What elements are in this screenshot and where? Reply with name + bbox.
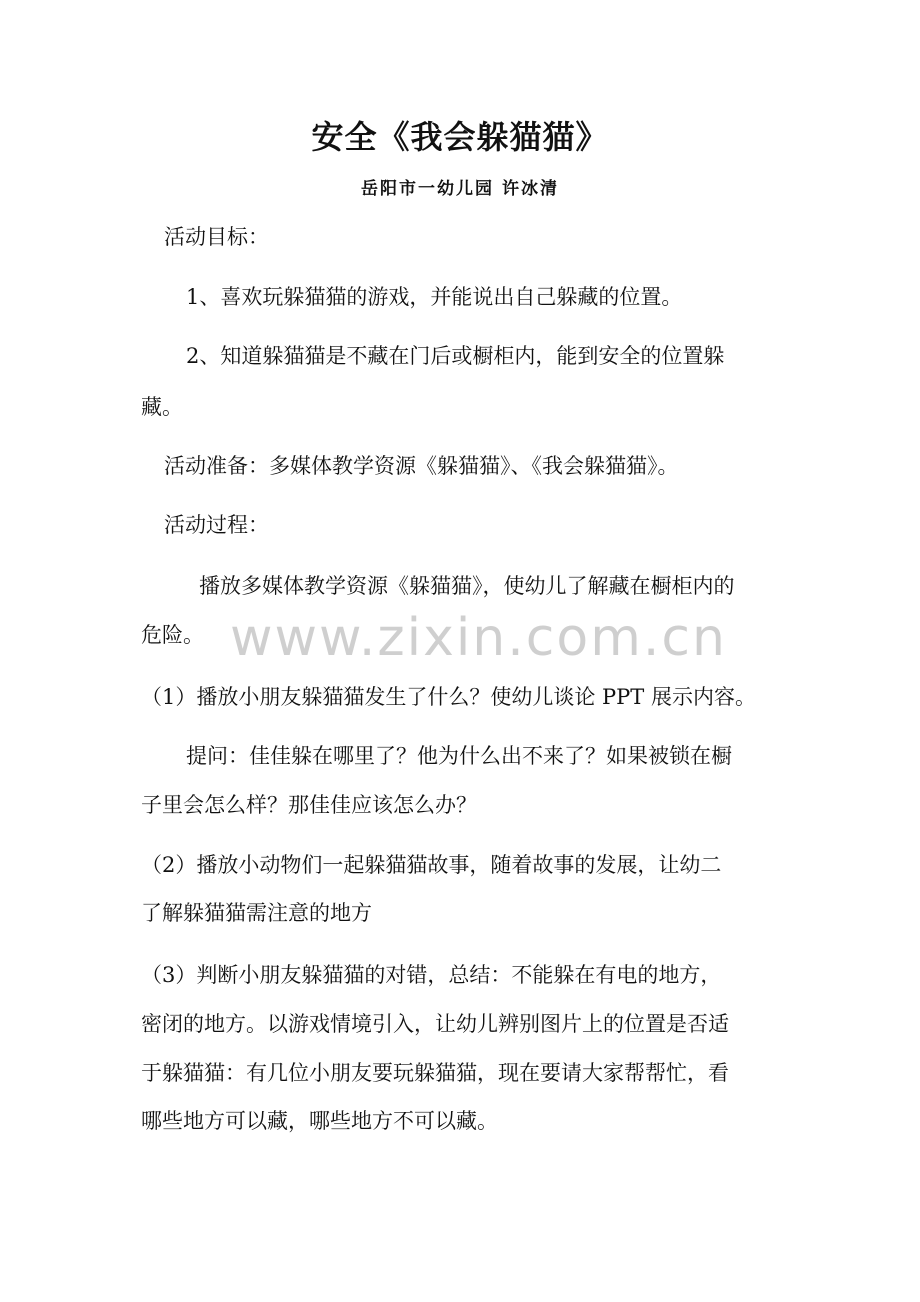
section-heading-process: 活动过程： xyxy=(164,513,269,537)
step-3-cont-3: 哪些地方可以藏，哪些地方不可以藏。 xyxy=(141,1109,498,1133)
question-line-cont: 子里会怎么样？那佳佳应该怎么办？ xyxy=(141,793,477,817)
step-3-cont-1: 密闭的地方。以游戏情境引入，让幼儿辨别图片上的位置是否适 xyxy=(141,1012,729,1036)
goal-item-1: 1、喜欢玩躲猫猫的游戏，并能说出自己躲藏的位置。 xyxy=(186,285,683,309)
goal-item-2-cont: 藏。 xyxy=(141,395,183,419)
step-2-cont: 了解躲猫猫需注意的地方 xyxy=(141,901,372,925)
step-3-cont-2: 于躲猫猫：有几位小朋友要玩躲猫猫，现在要请大家帮帮忙，看 xyxy=(141,1061,729,1085)
goal-item-2: 2、知道躲猫猫是不藏在门后或橱柜内，能到安全的位置躲 xyxy=(186,344,725,368)
preparation-line: 活动准备：多媒体教学资源《躲猫猫》、《我会躲猫猫》。 xyxy=(164,454,679,478)
step-2: （2）播放小动物们一起躲猫猫故事，随着故事的发展，让幼二 xyxy=(141,853,722,877)
step-1: （1）播放小朋友躲猫猫发生了什么？使幼儿谈论 PPT 展示内容。 xyxy=(141,685,756,709)
process-intro-cont: 危险。 xyxy=(141,623,204,647)
document-title: 安全《我会躲猫猫》 xyxy=(311,118,609,156)
section-heading-goals: 活动目标： xyxy=(164,225,269,249)
process-intro: 播放多媒体教学资源《躲猫猫》，使幼儿了解藏在橱柜内的 xyxy=(199,574,735,598)
watermark: www.zixin.com.cn xyxy=(230,608,727,668)
author-line: 岳阳市一幼儿园 许冰清 xyxy=(361,179,559,199)
question-line: 提问：佳佳躲在哪里了？他为什么出不来了？如果被锁在橱 xyxy=(186,744,732,768)
step-3: （3）判断小朋友躲猫猫的对错，总结：不能躲在有电的地方， xyxy=(141,963,722,987)
